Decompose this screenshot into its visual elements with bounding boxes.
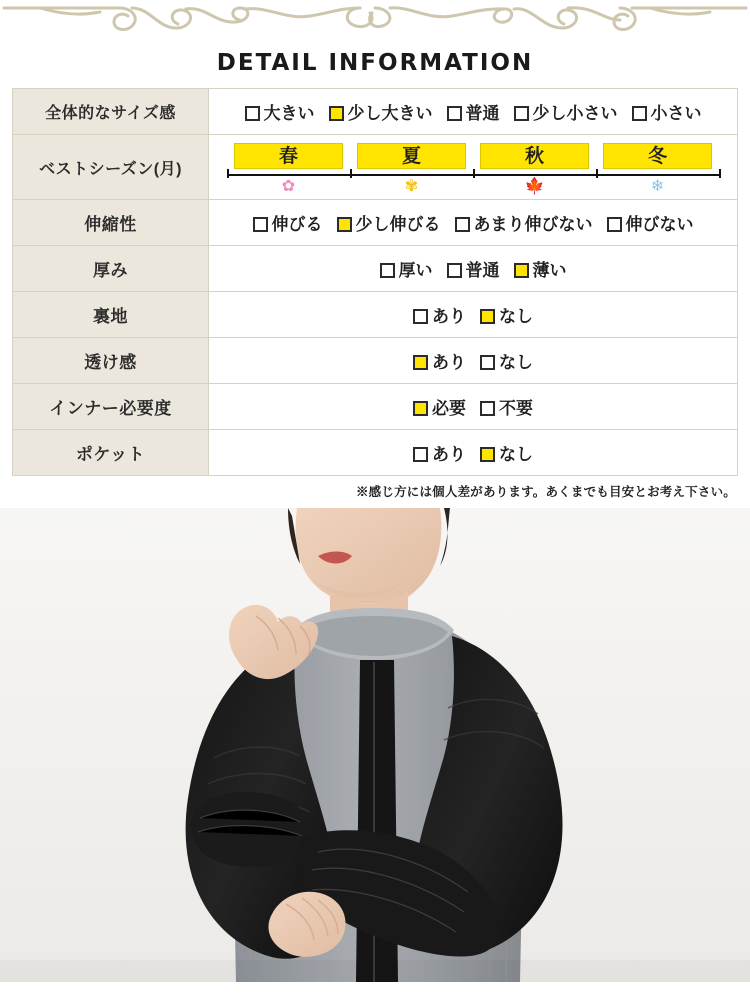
option-checked[interactable]	[329, 99, 433, 124]
checkbox-icon[interactable]	[413, 447, 428, 462]
season-cell: 冬	[603, 143, 711, 169]
option-checked[interactable]	[480, 440, 533, 465]
checkbox-icon[interactable]	[413, 401, 428, 416]
season-cell: 春	[234, 143, 342, 169]
checkbox-icon[interactable]	[514, 263, 529, 278]
row-options	[209, 338, 738, 384]
option-unchecked[interactable]	[480, 348, 533, 373]
option-checked[interactable]	[480, 302, 533, 327]
option-label: あり	[432, 307, 466, 326]
row-options	[209, 430, 738, 476]
option-label: 必要	[432, 399, 466, 418]
option-unchecked[interactable]	[447, 256, 500, 281]
checkbox-icon[interactable]	[447, 263, 462, 278]
option-unchecked[interactable]	[380, 256, 433, 281]
row-label: ポケット	[13, 430, 209, 476]
checkbox-icon[interactable]	[329, 106, 344, 121]
row-label: 伸縮性	[13, 200, 209, 246]
season-bar	[227, 143, 719, 169]
season-wrap	[209, 135, 737, 199]
option-label: 小さい	[650, 104, 702, 123]
table-body	[13, 89, 738, 476]
option-label: 普通	[465, 104, 500, 123]
table-row	[13, 246, 738, 292]
option-label: なし	[499, 353, 533, 372]
option-unchecked[interactable]	[480, 394, 533, 419]
checkbox-icon[interactable]	[337, 217, 352, 232]
season-icon-4: ❄	[650, 178, 665, 195]
row-label: 裏地	[13, 292, 209, 338]
row-options	[209, 384, 738, 430]
table-row	[13, 384, 738, 430]
option-label: なし	[499, 445, 533, 464]
row-options	[209, 292, 738, 338]
option-unchecked[interactable]	[413, 440, 466, 465]
checkbox-icon[interactable]	[480, 355, 495, 370]
table-row	[13, 338, 738, 384]
product-photo	[0, 508, 750, 982]
checkbox-icon[interactable]	[480, 309, 495, 324]
season-tick	[227, 169, 229, 178]
checkbox-icon[interactable]	[380, 263, 395, 278]
table-row	[13, 430, 738, 476]
row-options	[209, 89, 738, 135]
ornament-divider	[0, 0, 750, 46]
option-label: 少し大きい	[347, 104, 433, 123]
row-label: インナー必要度	[13, 384, 209, 430]
table-row	[13, 292, 738, 338]
row-options	[209, 200, 738, 246]
option-label: 厚い	[398, 261, 433, 280]
detail-table-wrapper	[0, 88, 750, 476]
checkbox-icon[interactable]	[253, 217, 268, 232]
option-unchecked[interactable]	[413, 302, 466, 327]
season-icon-3: 🍁	[524, 178, 545, 195]
option-label: 大きい	[263, 104, 315, 123]
option-label: あり	[432, 445, 466, 464]
disclaimer-note: ※感じ方には個人差があります。あくまでも目安とお考え下さい。	[355, 485, 736, 499]
season-tick	[596, 169, 598, 178]
table-row	[13, 89, 738, 135]
row-label: ベストシーズン(月)	[13, 135, 209, 200]
option-label: 少し小さい	[532, 104, 618, 123]
detail-information-table	[12, 88, 738, 476]
option-checked[interactable]	[413, 394, 466, 419]
option-label: 薄い	[532, 261, 567, 280]
option-unchecked[interactable]	[455, 210, 593, 235]
option-label: 少し伸びる	[355, 215, 441, 234]
checkbox-icon[interactable]	[413, 355, 428, 370]
option-unchecked[interactable]	[632, 99, 702, 124]
option-checked[interactable]	[337, 210, 441, 235]
row-label: 透け感	[13, 338, 209, 384]
option-label: 不要	[499, 399, 533, 418]
option-unchecked[interactable]	[514, 99, 618, 124]
season-scale	[209, 135, 738, 200]
option-checked[interactable]	[413, 348, 466, 373]
option-unchecked[interactable]	[447, 99, 500, 124]
checkbox-icon[interactable]	[632, 106, 647, 121]
option-label: なし	[499, 307, 533, 326]
option-label: 伸びる	[271, 215, 323, 234]
option-unchecked[interactable]	[253, 210, 323, 235]
option-label: あり	[432, 353, 466, 372]
option-label: あまり伸びない	[473, 215, 593, 234]
checkbox-icon[interactable]	[480, 447, 495, 462]
checkbox-icon[interactable]	[607, 217, 622, 232]
checkbox-icon[interactable]	[413, 309, 428, 324]
season-tick	[350, 169, 352, 178]
option-label: 伸びない	[625, 215, 694, 234]
checkbox-icon[interactable]	[455, 217, 470, 232]
checkbox-icon[interactable]	[480, 401, 495, 416]
checkbox-icon[interactable]	[514, 106, 529, 121]
option-unchecked[interactable]	[245, 99, 315, 124]
option-label: 普通	[465, 261, 500, 280]
row-label: 全体的なサイズ感	[13, 89, 209, 135]
season-tick	[719, 169, 721, 178]
season-cell: 夏	[357, 143, 465, 169]
season-cell: 秋	[480, 143, 588, 169]
checkbox-icon[interactable]	[447, 106, 462, 121]
option-checked[interactable]	[514, 256, 567, 281]
table-row	[13, 200, 738, 246]
page-title: DETAIL INFORMATION	[216, 50, 534, 76]
option-unchecked[interactable]	[607, 210, 694, 235]
row-options	[209, 246, 738, 292]
season-tick	[473, 169, 475, 178]
table-row	[13, 135, 738, 200]
row-label: 厚み	[13, 246, 209, 292]
season-icon-2: ✾	[404, 178, 419, 195]
season-icon-1: ✿	[281, 178, 296, 195]
checkbox-icon[interactable]	[245, 106, 260, 121]
